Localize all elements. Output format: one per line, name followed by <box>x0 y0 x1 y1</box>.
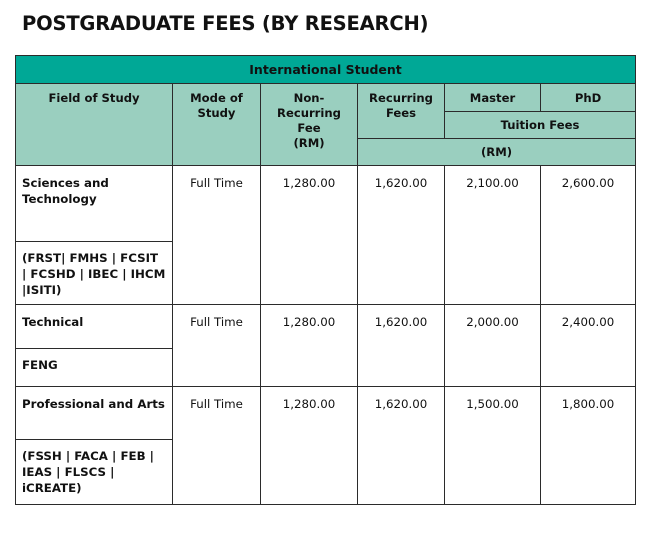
header-recurring-label: Recurring Fees <box>369 91 433 120</box>
header-mode-of-study-label: Mode of Study <box>190 91 243 120</box>
master-cell: 2,000.00 <box>445 305 541 387</box>
field-name: Professional and Arts <box>16 387 173 440</box>
mode-cell: Full Time <box>173 166 261 305</box>
field-name: Sciences and Technology <box>16 166 173 242</box>
header-currency-unit: (RM) <box>358 139 636 166</box>
table-row <box>16 166 636 242</box>
table-row <box>16 387 636 440</box>
mode-cell: Full Time <box>173 387 261 505</box>
page-title: POSTGRADUATE FEES (BY RESEARCH) <box>22 12 429 35</box>
mode-cell: Full Time <box>173 305 261 387</box>
faculty-codes: FENG <box>16 349 173 387</box>
table-row <box>16 305 636 349</box>
master-cell: 1,500.00 <box>445 387 541 505</box>
recurring-cell: 1,620.00 <box>358 305 445 387</box>
phd-cell: 2,400.00 <box>541 305 636 387</box>
master-cell: 2,100.00 <box>445 166 541 305</box>
header-master: Master <box>445 84 541 112</box>
header-mode-of-study <box>173 84 261 166</box>
header-field-of-study: Field of Study <box>16 84 173 166</box>
fees-table <box>15 55 636 505</box>
recurring-cell: 1,620.00 <box>358 166 445 305</box>
non-recurring-cell: 1,280.00 <box>261 305 358 387</box>
international-student-band: International Student <box>16 56 636 84</box>
recurring-cell: 1,620.00 <box>358 387 445 505</box>
header-recurring-fees <box>358 84 445 139</box>
field-name: Technical <box>16 305 173 349</box>
faculty-codes: (FRST| FMHS | FCSIT | FCSHD | IBEC | IHCM |ISITI) <box>16 242 173 305</box>
non-recurring-cell: 1,280.00 <box>261 387 358 505</box>
faculty-codes: (FSSH | FACA | FEB | IEAS | FLSCS | iCREATE) <box>16 440 173 505</box>
phd-cell: 2,600.00 <box>541 166 636 305</box>
non-recurring-cell: 1,280.00 <box>261 166 358 305</box>
header-non-recurring-unit: (RM) <box>293 136 325 150</box>
phd-cell: 1,800.00 <box>541 387 636 505</box>
header-tuition-fees: Tuition Fees <box>445 112 636 139</box>
header-phd: PhD <box>541 84 636 112</box>
header-non-recurring-label: Non-Recurring Fee <box>277 91 341 135</box>
header-non-recurring-fee <box>261 84 358 166</box>
